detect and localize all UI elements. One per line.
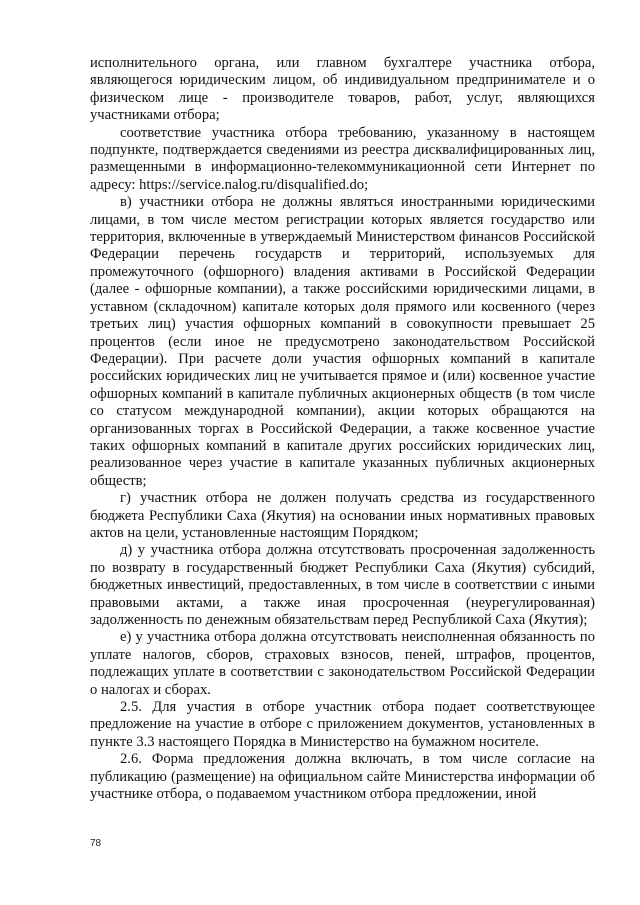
paragraph-item-e-tax-obligations: е) у участника отбора должна отсутствовать неисполненная обязанность по уплате налогов, сборов, страховых взносов, пеней, штрафов, процентов, подлежащих уплате в соответствии с законодательством Российской Федерации о налогах и сборах. <box>90 629 595 698</box>
paragraph-clause-2-6: 2.6. Форма предложения должна включать, в том числе согласие на публикацию (размещение) на официальном сайте Министерства информации об участнике отбора, о подаваемом участником отбора предложении, иной <box>90 751 595 803</box>
document-page <box>90 55 595 803</box>
page-number: 78 <box>90 838 102 849</box>
paragraph-item-v-offshore: в) участники отбора не должны являться иностранными юридическими лицами, в том числе местом регистрации которых является государство или территория, включенные в утверждаемый Министерством финансов Российской Федерации перечень государств и территорий, используемых для промежуточного (офшорного) владения активами в Российской Федерации (далее - офшорные компании), а также российскими юридическими лицами, в уставном (складочном) капитале которых доля прямого или косвенного (через третьих лиц) участия офшорных компаний в совокупности превышает 25 процентов (если иное не предусмотрено законодательством Российской Федерации). При расчете доли участия офшорных компаний в капитале российских юридических лиц не учитывается прямое и (или) косвенное участие офшорных компаний в капитале публичных акционерных обществ (в том числе со статусом международной компании), акции которых обращаются на организованных торгах в Российской Федерации, а также косвенное участие таких офшорных компаний в капитале других российских юридических лиц, реализованное через участие в капитале указанных публичных акционерных обществ; <box>90 194 595 489</box>
paragraph-clause-2-5: 2.5. Для участия в отборе участник отбора подает соответствующее предложение на участие в отборе с приложением документов, установленных в пункте 3.3 настоящего Порядка в Министерство на бумажном носителе. <box>90 699 595 750</box>
paragraph-item-d-overdue-debt: д) у участника отбора должна отсутствовать просроченная задолженность по возврату в государственный бюджет Республики Саха (Якутия) субсидий, бюджетных инвестиций, предоставленных, в том числе в соответствии с иными правовыми актами, а также иная просроченная (неурегулированная) задолженность по денежным обязательствам перед Республикой Саха (Якутия); <box>90 542 595 628</box>
paragraph-item-g-budget-funds: г) участник отбора не должен получать средства из государственного бюджета Республики Саха (Якутия) на основании иных нормативных правовых актов на цели, установленные настоящим Порядком; <box>90 490 595 541</box>
paragraph-officials-continued: исполнительного органа, или главном бухгалтере участника отбора, являющегося юридическим лицом, об индивидуальном предпринимателе и о физическом лице - производителе товаров, работ, услуг, являющихся участниками отбора; <box>90 55 595 124</box>
paragraph-disqualified-registry: соответствие участника отбора требованию, указанному в настоящем подпункте, подтверждается сведениями из реестра дисквалифицированных лиц, размещенными в информационно-телекоммуникационной сети Интернет по адресу: https://service.nalog.ru/disqualified.do; <box>90 124 595 193</box>
